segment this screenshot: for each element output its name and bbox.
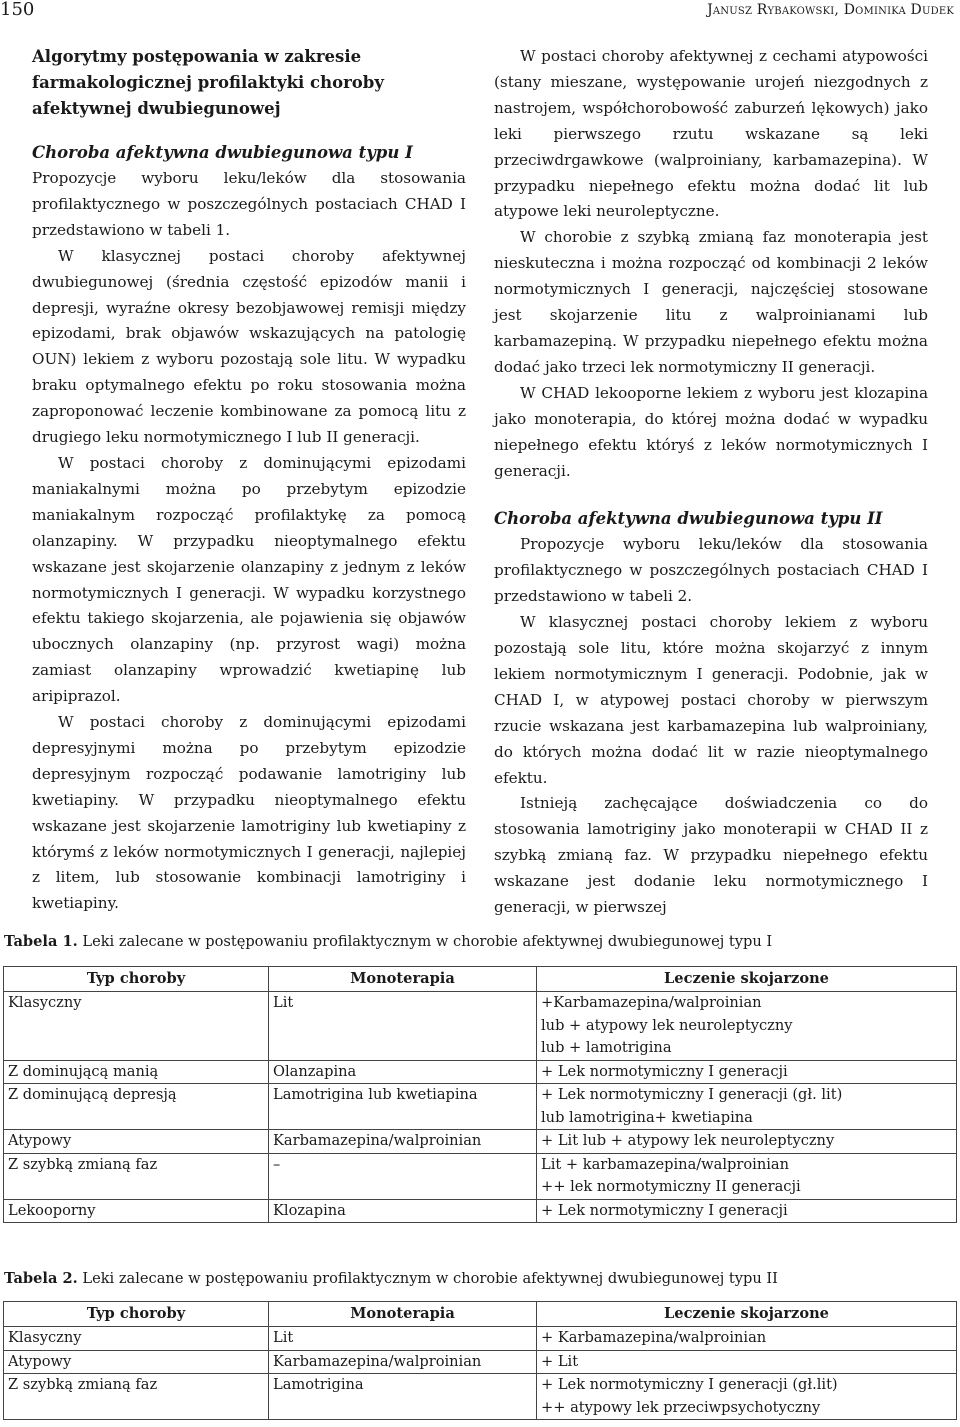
table-1-label: Tabela 1. <box>4 933 78 950</box>
table-cell-mono: Lamotrigina <box>269 1374 537 1420</box>
table-cell-combo <box>537 1060 957 1084</box>
table-cell-combo <box>537 1374 957 1420</box>
table-cell-type: Z szybką zmianą faz <box>4 1374 269 1420</box>
table-cell-mono: Karbamazepina/walproinian <box>269 1130 537 1154</box>
table-header-row <box>4 1302 957 1327</box>
subsection-title-chad-2: Choroba afektywna dwubiegunowa typu II <box>494 509 883 529</box>
paragraph: Istnieją zachęcające doświadczenia co do stosowania lamotriginy jako monoterapii w CHAD II z szybką zmianą faz. W przypadku niepełnego efektu wskazane jest dodanie leku normotymicznego I generacji, w pierwszej <box>494 794 928 917</box>
combo-line: + Lit <box>541 1352 579 1370</box>
column-header: Monoterapia <box>269 1302 537 1327</box>
table-row <box>4 1130 957 1154</box>
table-cell-type: Klasyczny <box>4 1327 269 1351</box>
table-row <box>4 992 957 1061</box>
combo-line: + Lek normotymiczny I generacji (gł.lit) <box>541 1376 838 1393</box>
combo-line: lub + atypowy lek neuroleptyczny <box>541 1016 793 1034</box>
section-title: Algorytmy postępowania w zakresie farmakologicznej profilaktyki choroby afektywnej dwubiegunowej <box>32 47 384 118</box>
paragraph: W postaci choroby afektywnej z cechami atypowości (stany mieszane, występowanie urojeń niezgodnych z nastrojem, współchorobowość zaburzeń lękowych) jako leki pierwszego rzutu wskazane są leki przeciwdrgawkowe (walproiniany, karbamazepina). W przypadku niepełnego efektu można dodać lit lub atypowe leki neuroleptyczne. <box>494 47 928 221</box>
table-1-caption-text: Leki zalecane w postępowaniu profilaktycznym w chorobie afektywnej dwubiegunowej typu I <box>82 933 773 950</box>
paragraph: W chorobie z szybką zmianą faz monoterapia jest nieskuteczna i można rozpocząć od kombinacji 2 leków normotymicznych I generacji, najczęściej stosowane jest skojarzenie litu z walproinianami lub karbamazepiną. W przypadku niepełnego efektu można dodać jako trzeci lek normotymiczny II generacji. <box>494 228 928 376</box>
table-cell-mono: – <box>269 1153 537 1199</box>
combo-line: ++ lek normotymiczny II generacji <box>541 1178 801 1195</box>
combo-line: Lit + karbamazepina/walproinian <box>541 1155 789 1173</box>
combo-line: lub + lamotrigina <box>541 1039 672 1056</box>
paragraph: W CHAD lekooporne lekiem z wyboru jest klozapina jako monoterapia, do której można dodać w wypadku niepełnego efektu któryś z leków normotymicznych I generacji. <box>494 383 928 480</box>
table-2-caption-text: Leki zalecane w postępowaniu profilaktycznym w chorobie afektywnej dwubiegunowej typu II <box>82 1270 778 1287</box>
table-1 <box>3 966 957 1223</box>
table-2 <box>3 1301 957 1420</box>
table-row <box>4 1153 957 1199</box>
paragraph: Propozycje wyboru leku/leków dla stosowania profilaktycznego w poszczególnych postaciach CHAD I przedstawiono w tabeli 1. <box>32 169 466 239</box>
table-cell-mono: Lit <box>269 1327 537 1351</box>
table-cell-type: Klasyczny <box>4 992 269 1061</box>
combo-line: +Karbamazepina/walproinian <box>541 994 762 1011</box>
table-header-row <box>4 967 957 992</box>
combo-line: lub lamotrigina+ kwetiapina <box>541 1108 753 1126</box>
column-header: Leczenie skojarzone <box>537 1302 957 1327</box>
combo-line: + Lit lub + atypowy lek neuroleptyczny <box>541 1132 835 1149</box>
right-column <box>494 44 928 921</box>
table-cell-mono: Olanzapina <box>269 1060 537 1084</box>
table-cell-mono: Lamotrigina lub kwetiapina <box>269 1084 537 1130</box>
combo-line: + Lek normotymiczny I generacji (gł. lit) <box>541 1086 843 1103</box>
table-cell-type: Lekooporny <box>4 1199 269 1223</box>
paragraph: W klasycznej postaci choroby lekiem z wyboru pozostają sole litu, które można skojarzyć z innym lekiem normotymicznym I generacji. Podobnie, jak w CHAD I, w atypowej postaci choroby w pierwszym rzucie wskazana jest karbamazepina lub walproiniany, do których można dodać lit w razie nieoptymalnego efektu. <box>494 613 928 787</box>
left-column <box>32 44 466 917</box>
column-header: Leczenie skojarzone <box>537 967 957 992</box>
paragraph: Propozycje wyboru leku/leków dla stosowania profilaktycznego w poszczególnych postaciach CHAD I przedstawiono w tabeli 2. <box>494 535 928 606</box>
table-cell-combo <box>537 1130 957 1154</box>
page-number: 150 <box>0 0 35 20</box>
paragraph: W postaci choroby z dominującymi epizodami maniakalnymi można po przebytym epizodzie maniakalnym rozpocząć profilaktykę za pomocą olanzapiny. W przypadku nieoptymalnego efektu wskazane jest skojarzenie olanzapiny z jednym z leków normotymicznych I generacji. W wypadku korzystnego efektu takiego skojarzenia, ale pojawienia się objawów ubocznych olanzapiny (np. przyrost wagi) można zamiast olanzapiny wprowadzić kwetiapinę lub aripiprazol. <box>32 453 466 706</box>
table-cell-mono: Lit <box>269 992 537 1061</box>
table-row <box>4 1199 957 1223</box>
table-1-caption <box>4 932 772 952</box>
combo-line: + Lek normotymiczny I generacji <box>541 1062 788 1080</box>
table-cell-combo <box>537 992 957 1061</box>
running-head-authors: Janusz Rybakowski, Dominika Dudek <box>707 2 954 18</box>
table-cell-mono: Klozapina <box>269 1199 537 1223</box>
paragraph: W klasycznej postaci choroby afektywnej dwubiegunowej (średnia częstość epizodów manii i depresji, wyraźne okresy bezobjawowej remisji między epizodami, brak objawów wskazujących na patologię OUN) lekiem z wyboru pozostają sole litu. W wypadku braku optymalnego efektu po roku stosowania można zaproponować leczenie kombinowane za pomocą litu z drugiego leku normotymicznego I lub II generacji. <box>32 246 466 447</box>
combo-line: + Karbamazepina/walproinian <box>541 1329 767 1346</box>
combo-line: ++ atypowy lek przeciwpsychotyczny <box>541 1398 821 1416</box>
table-cell-type: Z dominującą manią <box>4 1060 269 1084</box>
table-cell-combo <box>537 1327 957 1351</box>
table-cell-combo <box>537 1350 957 1374</box>
table-row <box>4 1084 957 1130</box>
table-cell-type: Z dominującą depresją <box>4 1084 269 1130</box>
table-cell-mono: Karbamazepina/walproinian <box>269 1350 537 1374</box>
table-2-caption <box>4 1269 778 1289</box>
table-row <box>4 1060 957 1084</box>
table-cell-type: Atypowy <box>4 1350 269 1374</box>
subsection-title-chad-1: Choroba afektywna dwubiegunowa typu I <box>32 143 413 162</box>
table-row <box>4 1374 957 1420</box>
table-cell-combo <box>537 1199 957 1223</box>
table-2-label: Tabela 2. <box>4 1270 78 1287</box>
column-header: Monoterapia <box>269 967 537 992</box>
table-row <box>4 1327 957 1351</box>
combo-line: + Lek normotymiczny I generacji <box>541 1201 788 1219</box>
table-cell-combo <box>537 1153 957 1199</box>
table-cell-type: Atypowy <box>4 1130 269 1154</box>
table-cell-combo <box>537 1084 957 1130</box>
table-cell-type: Z szybką zmianą faz <box>4 1153 269 1199</box>
page-header <box>0 0 960 24</box>
column-header: Typ choroby <box>4 1302 269 1327</box>
column-header: Typ choroby <box>4 967 269 992</box>
paragraph: W postaci choroby z dominującymi epizodami depresyjnymi można po przebytym epizodzie depresyjnym rozpocząć podawanie lamotriginy lub kwetiapiny. W przypadku nieoptymalnego efektu wskazane jest skojarzenie lamotriginy lub kwetiapiny z którymś z leków normotymicznych I generacji, najlepiej z litem, lub stosowanie kombinacji lamotriginy i kwetiapiny. <box>32 713 466 913</box>
table-row <box>4 1350 957 1374</box>
